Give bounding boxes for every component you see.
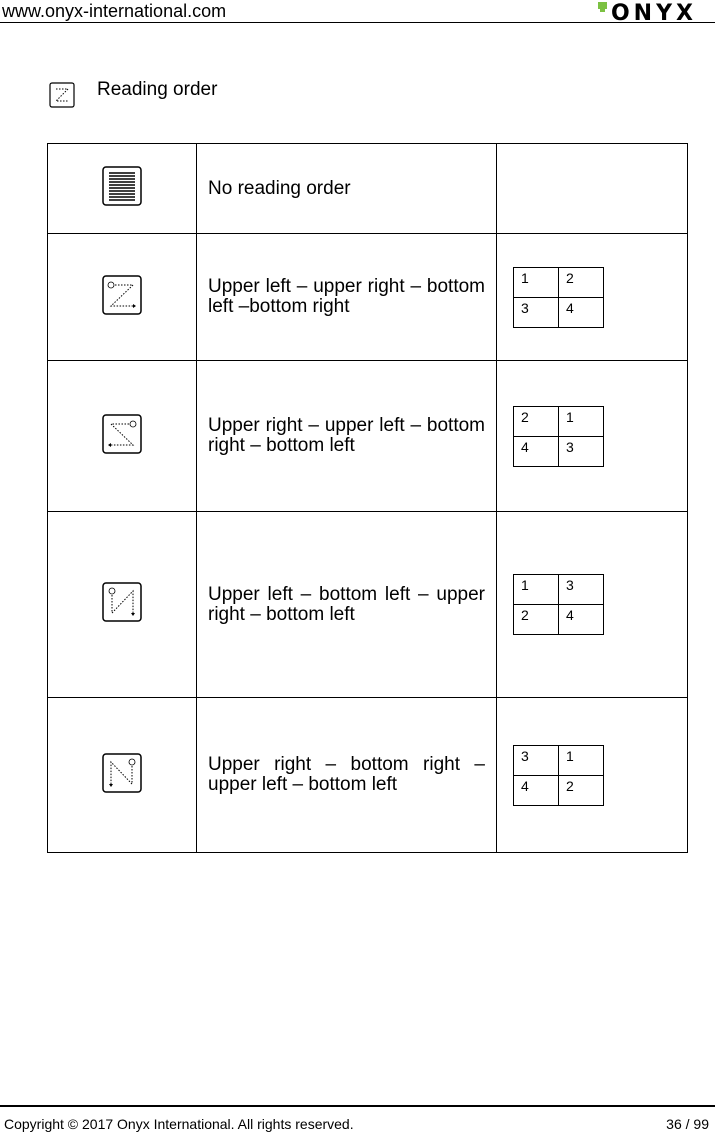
grid-cell: 3 <box>514 745 559 775</box>
grid-cell: 2 <box>559 267 604 297</box>
z-order-icon <box>102 275 142 315</box>
grid-cell: 3 <box>514 297 559 327</box>
grid-cell: 2 <box>514 605 559 635</box>
no-order-icon <box>102 166 142 206</box>
onyx-logo <box>596 0 712 22</box>
header-divider <box>0 22 715 23</box>
grid-cell: 1 <box>514 267 559 297</box>
table-row <box>48 144 688 234</box>
grid-cell: 4 <box>559 297 604 327</box>
section-title: Reading order <box>97 79 218 100</box>
empty-grid-cell <box>497 144 688 234</box>
grid-cell: 3 <box>559 436 604 466</box>
row-description: Upper left – upper right – bottom left –bottom right <box>208 276 485 317</box>
row-description: Upper right – bottom right – upper left – bottom left <box>208 754 485 795</box>
grid-cell: 1 <box>559 406 604 436</box>
reading-order-icon <box>49 82 75 108</box>
row-description: Upper right – upper left – bottom right – bottom left <box>208 415 485 456</box>
row-description: No reading order <box>208 177 351 199</box>
reverse-z-order-icon <box>102 414 142 454</box>
table-row <box>48 234 688 361</box>
n-order-icon <box>102 582 142 622</box>
order-grid <box>513 745 604 806</box>
page-number: 36 / 99 <box>666 1116 709 1132</box>
order-grid <box>513 406 604 467</box>
table-row <box>48 698 688 853</box>
grid-cell: 4 <box>559 605 604 635</box>
grid-cell: 2 <box>559 775 604 805</box>
header-url: www.onyx-international.com <box>2 1 227 21</box>
table-row <box>48 361 688 512</box>
grid-cell: 1 <box>559 745 604 775</box>
grid-cell: 4 <box>514 775 559 805</box>
reverse-n-order-icon <box>102 753 142 793</box>
grid-cell: 4 <box>514 436 559 466</box>
footer-divider <box>0 1105 715 1107</box>
row-description: Upper left – bottom left – upper right – bottom left <box>208 583 485 625</box>
grid-cell: 1 <box>514 575 559 605</box>
grid-cell: 3 <box>559 575 604 605</box>
order-grid <box>513 267 604 328</box>
order-grid <box>513 574 604 635</box>
table-row <box>48 512 688 698</box>
logo-text: ONYX <box>610 1 698 22</box>
reading-order-table <box>47 143 688 853</box>
footer-copyright: Copyright © 2017 Onyx International. All rights reserved. <box>4 1116 354 1132</box>
grid-cell: 2 <box>514 406 559 436</box>
